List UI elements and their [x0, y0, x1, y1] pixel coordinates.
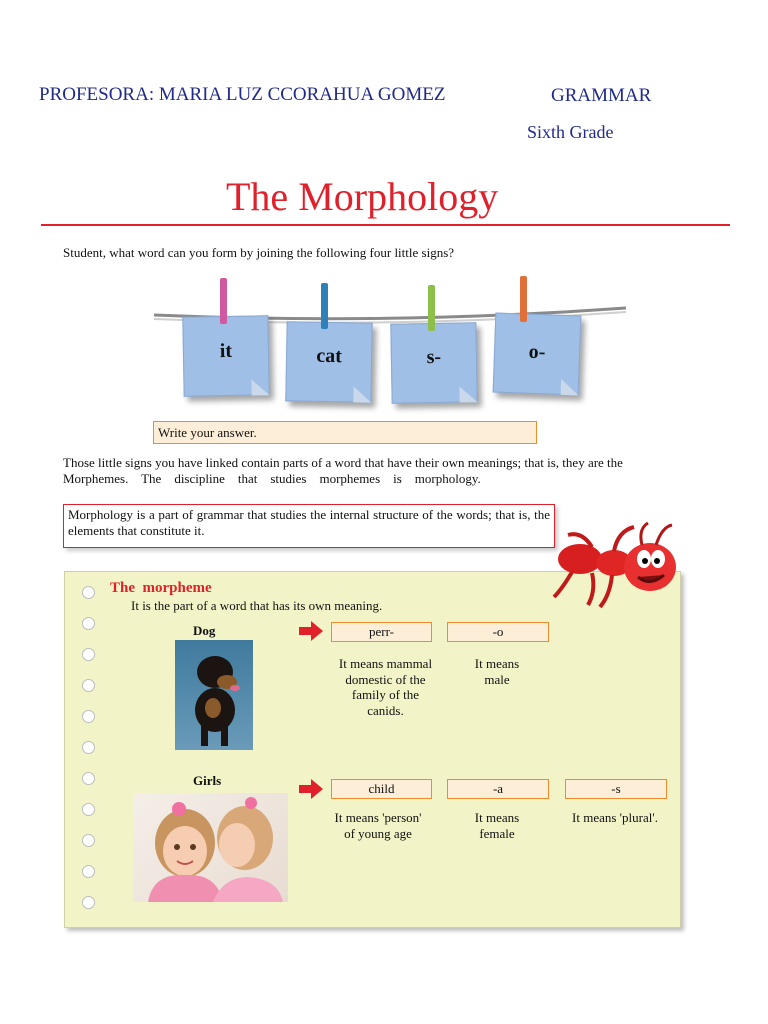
clothespin-icon: [520, 276, 527, 322]
teacher-name: PROFESORA: MARIA LUZ CCORAHUA GOMEZ: [39, 84, 446, 105]
binder-hole: [82, 896, 95, 909]
dog-icon: [175, 640, 253, 750]
answer-field[interactable]: Write your answer.: [153, 421, 537, 444]
meaning-o: It means male: [474, 656, 520, 687]
morpheme-box-perr: perr-: [331, 622, 432, 642]
binder-hole: [82, 803, 95, 816]
arrow-icon: [299, 779, 323, 804]
binder-hole: [82, 710, 95, 723]
meaning-s: It means 'plural'.: [572, 810, 658, 825]
binder-hole: [82, 834, 95, 847]
sign-note-text: s-: [426, 345, 442, 369]
explanation-line-2: Morphemes. The discipline that studies morphemes is morphology.: [63, 471, 481, 486]
page-title: The Morphology: [226, 174, 499, 219]
meaning-perr: It means mammal domestic of the family of the canids.: [338, 656, 433, 718]
subject-label: GRAMMAR: [551, 85, 652, 106]
sign-note-2: [285, 321, 372, 402]
clothespin-icon: [428, 285, 435, 331]
binder-hole: [82, 586, 95, 599]
morpheme-box-a: -a: [447, 779, 549, 799]
sign-note-text: it: [219, 339, 233, 363]
example-word-girls: Girls: [193, 773, 222, 788]
arrow-icon: [299, 621, 323, 646]
ant-mascot-icon: [552, 517, 682, 609]
binder-hole: [82, 679, 95, 692]
title-divider: [41, 224, 730, 226]
sign-note-3: [390, 322, 477, 403]
morpheme-box-child: child: [331, 779, 432, 799]
binder-hole: [82, 648, 95, 661]
clothespin-icon: [321, 283, 328, 329]
meaning-child: It means 'person' of young age: [334, 810, 422, 841]
clothespin-icon: [220, 278, 227, 324]
morpheme-subheading: It is the part of a word that has its own meaning.: [131, 598, 383, 613]
girls-icon: [133, 793, 288, 902]
definition-box: Morphology is a part of grammar that studies the internal structure of the words; that is, the elements that constitute it.: [63, 504, 555, 548]
sign-note-4: [493, 313, 582, 396]
binder-hole: [82, 617, 95, 630]
dog-photo: [175, 640, 253, 750]
grade-label: Sixth Grade: [527, 122, 614, 142]
morpheme-heading: The morpheme: [110, 580, 212, 596]
sign-note-1: [182, 315, 269, 396]
binder-hole: [82, 741, 95, 754]
girls-photo: [133, 793, 288, 902]
sign-note-text: cat: [316, 344, 343, 368]
question-text: Student, what word can you form by joining the following four little signs?: [63, 245, 455, 260]
sign-note-text: o-: [528, 340, 546, 364]
meaning-a: It means female: [474, 810, 520, 841]
morpheme-box-s: -s: [565, 779, 667, 799]
binder-hole: [82, 865, 95, 878]
morpheme-box-o: -o: [447, 622, 549, 642]
explanation-line-1: Those little signs you have linked contain parts of a word that have their own meanings; that is, they are the: [63, 455, 623, 470]
binder-hole: [82, 772, 95, 785]
example-word-dog: Dog: [193, 623, 216, 638]
